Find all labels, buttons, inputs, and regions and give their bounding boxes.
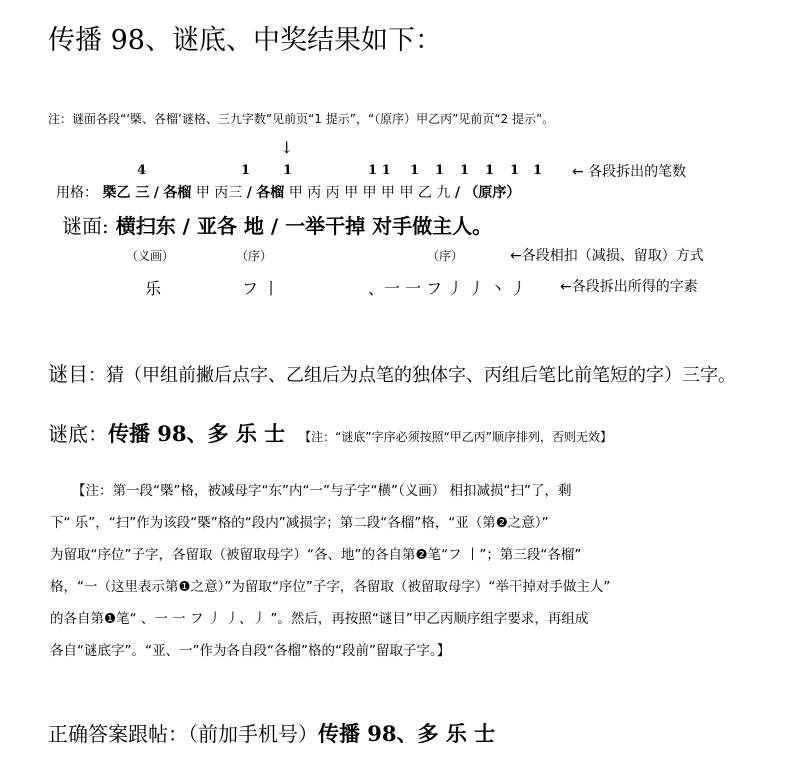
top-note: 注：谜面各段“‘槩、各榴’谜格、三九字数”见前页“1 提示”，“（原序）甲乙丙”见前页“2 提示”。 <box>48 112 555 126</box>
stroke-count: 1 <box>283 163 293 178</box>
geshi-separator: / <box>454 185 460 201</box>
final-answer-text: 传播 98、多 乐 士 <box>318 721 496 746</box>
stroke-count: 1 <box>241 163 251 178</box>
method-tag: （义画） <box>126 249 175 263</box>
riddle-target-text: ：猜（甲组前撇后点字、乙组后为点笔的独体字、丙组后笔比前笔短的字）三字。 <box>88 365 736 386</box>
stroke-element: フ 丨 <box>242 279 280 298</box>
stroke-count: 1 <box>510 163 520 178</box>
explanation-line: 格，“一（这里表示第❶之意）”为留取“序位”子字，各留取（被留取母字）“举干掉对手做主人” <box>50 579 611 595</box>
explanation-line: 【注：第一段“槩”格，被减母字“东”内“一”与子字“横”（义画） 相扣减损“扫”了，剩 <box>72 483 572 499</box>
stroke-count: 1 <box>410 163 420 178</box>
geshi-part: 各榴 <box>256 185 285 201</box>
geshi-part: 槩乙 三 <box>102 185 150 201</box>
explanation-line: 为留取“序位”子字，各留取（被留取母字）“各、地”的各自第❷笔“フ 丨”；第三段“各榴” <box>50 547 582 563</box>
geshi-separator: / <box>246 185 252 201</box>
riddle-surface-label: 谜面: <box>62 214 109 238</box>
stroke-elements-label: ←各段拆出所得的字素 <box>560 279 698 295</box>
method-tag: （序） <box>427 249 464 263</box>
geshi-part: （原序） <box>464 185 521 201</box>
final-answer-label: 正确答案跟帖：（前加手机号） <box>48 722 318 746</box>
riddle-answer-label: 谜底： <box>48 422 108 446</box>
geshi-part: 甲 丙 丙 甲 甲 甲 甲 乙 九 <box>288 185 451 201</box>
geshi-part: 各榴 <box>163 185 192 201</box>
stroke-count-label: ← 各段拆出的笔数 <box>572 164 687 180</box>
geshi-label: 用格： <box>56 185 98 201</box>
stroke-element: 乐 <box>145 279 162 298</box>
down-arrow-icon: ↓ <box>280 138 294 157</box>
riddle-answer-text: 传播 98、多 乐 士 <box>108 421 286 446</box>
stroke-count: 1 1 <box>368 163 391 178</box>
stroke-count: 1 <box>435 163 445 178</box>
method-label: ←各段相扣（减损、留取）方式 <box>510 248 704 264</box>
riddle-answer-note: 【注：“谜底”字序必须按照“甲乙丙”顺序排列，否则无效】 <box>299 430 613 444</box>
final-answer <box>48 718 495 748</box>
stroke-element: 、一 一 フ 丿 丿 丶 丿 <box>368 279 527 298</box>
riddle-surface-text: 横扫东 / 亚各 地 / 一举干掉 对手做主人。 <box>115 214 493 238</box>
riddle-answer <box>48 418 612 448</box>
geshi-part: 甲 丙三 <box>195 185 243 201</box>
explanation-line: 各自“谜底字”。“亚、一”作为各自段“各榴”格的“段前”留取子字。】 <box>50 643 451 659</box>
riddle-target <box>48 358 736 387</box>
method-tag: （序） <box>236 249 273 263</box>
geshi-line <box>56 182 520 202</box>
explanation-line: 的各自第❶笔“ 、一 一 フ 丿 丿、丿 ”。然后，再按照“谜目”甲乙丙顺序组字要求，再组成 <box>50 611 589 627</box>
explanation-line: 下“ 乐”，“扫”作为该段“槩”格的“段内”减损字；第二段“各榴”格，“亚（第❷之意）” <box>50 515 549 531</box>
stroke-count: 1 <box>460 163 470 178</box>
riddle-surface <box>62 210 492 239</box>
stroke-count: 1 <box>533 163 543 178</box>
riddle-target-label: 谜目 <box>48 362 88 386</box>
stroke-count: 4 <box>137 163 147 178</box>
explanation-paragraph <box>50 475 762 667</box>
page-title: 传播 98、谜底、中奖结果如下： <box>48 25 442 56</box>
geshi-separator: / <box>153 185 159 201</box>
stroke-count: 1 <box>485 163 495 178</box>
